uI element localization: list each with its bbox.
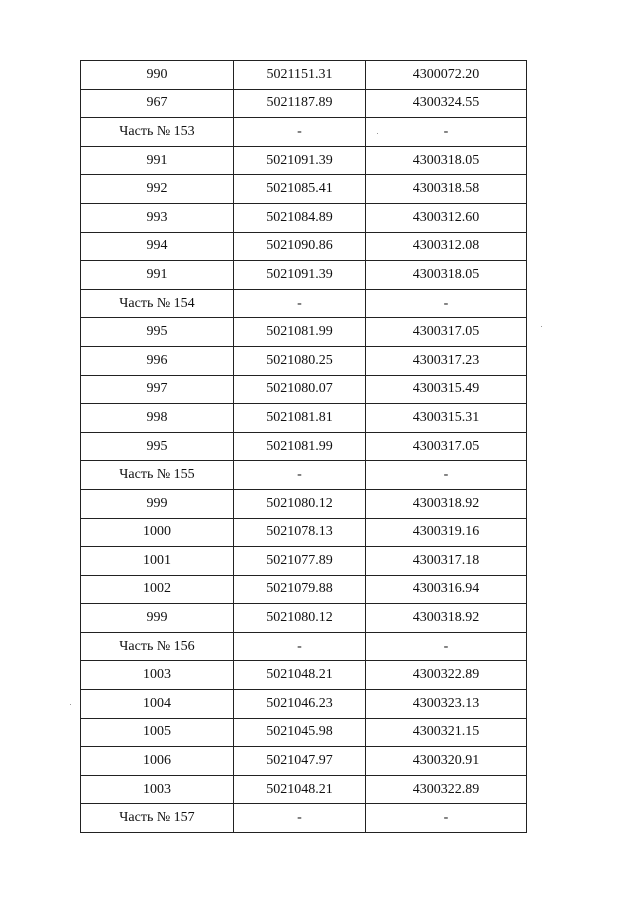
table-row (81, 118, 527, 147)
table-row (81, 346, 527, 375)
table-row (81, 232, 527, 261)
y-coordinate-cell: 4300322.89 (366, 775, 527, 804)
point-number-cell: 998 (81, 404, 234, 433)
point-number-cell: Часть № 154 (81, 289, 234, 318)
point-number-cell: 996 (81, 346, 234, 375)
x-coordinate-cell: 5021079.88 (234, 575, 366, 604)
x-coordinate-cell: 5021084.89 (234, 203, 366, 232)
point-number-cell: 1003 (81, 775, 234, 804)
table-row (81, 804, 527, 833)
coordinates-table (80, 60, 527, 833)
coordinates-table-body (81, 61, 527, 833)
table-row (81, 289, 527, 318)
table-row (81, 432, 527, 461)
table-row (81, 718, 527, 747)
x-coordinate-cell: - (234, 461, 366, 490)
point-number-cell: Часть № 155 (81, 461, 234, 490)
x-coordinate-cell: 5021080.07 (234, 375, 366, 404)
x-coordinate-cell: - (234, 632, 366, 661)
x-coordinate-cell: - (234, 289, 366, 318)
scan-speck (70, 704, 71, 705)
point-number-cell: 991 (81, 261, 234, 290)
point-number-cell: 995 (81, 432, 234, 461)
y-coordinate-cell: 4300318.92 (366, 604, 527, 633)
y-coordinate-cell: 4300320.91 (366, 747, 527, 776)
table-row (81, 375, 527, 404)
table-row (81, 518, 527, 547)
y-coordinate-cell: 4300312.08 (366, 232, 527, 261)
point-number-cell: 992 (81, 175, 234, 204)
y-coordinate-cell: 4300318.05 (366, 261, 527, 290)
x-coordinate-cell: 5021187.89 (234, 89, 366, 118)
point-number-cell: 1003 (81, 661, 234, 690)
y-coordinate-cell: 4300315.49 (366, 375, 527, 404)
x-coordinate-cell: 5021078.13 (234, 518, 366, 547)
x-coordinate-cell: 5021091.39 (234, 146, 366, 175)
x-coordinate-cell: 5021085.41 (234, 175, 366, 204)
point-number-cell: 1005 (81, 718, 234, 747)
y-coordinate-cell: - (366, 632, 527, 661)
point-number-cell: Часть № 157 (81, 804, 234, 833)
x-coordinate-cell: 5021080.12 (234, 489, 366, 518)
x-coordinate-cell: 5021090.86 (234, 232, 366, 261)
y-coordinate-cell: 4300317.18 (366, 547, 527, 576)
point-number-cell: 1001 (81, 547, 234, 576)
point-number-cell: 997 (81, 375, 234, 404)
x-coordinate-cell: 5021081.81 (234, 404, 366, 433)
x-coordinate-cell: 5021077.89 (234, 547, 366, 576)
y-coordinate-cell: 4300318.58 (366, 175, 527, 204)
point-number-cell: 993 (81, 203, 234, 232)
x-coordinate-cell: 5021080.12 (234, 604, 366, 633)
table-row (81, 632, 527, 661)
y-coordinate-cell: 4300316.94 (366, 575, 527, 604)
table-row (81, 146, 527, 175)
y-coordinate-cell: - (366, 118, 527, 147)
y-coordinate-cell: 4300317.05 (366, 432, 527, 461)
table-row (81, 318, 527, 347)
x-coordinate-cell: 5021081.99 (234, 432, 366, 461)
x-coordinate-cell: 5021081.99 (234, 318, 366, 347)
y-coordinate-cell: - (366, 461, 527, 490)
table-row (81, 404, 527, 433)
y-coordinate-cell: 4300324.55 (366, 89, 527, 118)
point-number-cell: Часть № 153 (81, 118, 234, 147)
point-number-cell: 1002 (81, 575, 234, 604)
y-coordinate-cell: 4300318.05 (366, 146, 527, 175)
x-coordinate-cell: 5021047.97 (234, 747, 366, 776)
table-row (81, 461, 527, 490)
y-coordinate-cell: 4300323.13 (366, 690, 527, 719)
point-number-cell: 1000 (81, 518, 234, 547)
y-coordinate-cell: - (366, 804, 527, 833)
y-coordinate-cell: 4300312.60 (366, 203, 527, 232)
table-row (81, 747, 527, 776)
table-row (81, 604, 527, 633)
y-coordinate-cell: 4300317.05 (366, 318, 527, 347)
table-row (81, 175, 527, 204)
point-number-cell: 991 (81, 146, 234, 175)
y-coordinate-cell: 4300315.31 (366, 404, 527, 433)
table-row (81, 203, 527, 232)
x-coordinate-cell: 5021048.21 (234, 775, 366, 804)
point-number-cell: 1004 (81, 690, 234, 719)
x-coordinate-cell: 5021046.23 (234, 690, 366, 719)
point-number-cell: 994 (81, 232, 234, 261)
point-number-cell: 999 (81, 604, 234, 633)
y-coordinate-cell: 4300319.16 (366, 518, 527, 547)
table-row (81, 489, 527, 518)
y-coordinate-cell: 4300318.92 (366, 489, 527, 518)
table-row (81, 261, 527, 290)
x-coordinate-cell: - (234, 804, 366, 833)
y-coordinate-cell: 4300322.89 (366, 661, 527, 690)
table-row (81, 690, 527, 719)
point-number-cell: Часть № 156 (81, 632, 234, 661)
point-number-cell: 999 (81, 489, 234, 518)
x-coordinate-cell: 5021048.21 (234, 661, 366, 690)
x-coordinate-cell: 5021091.39 (234, 261, 366, 290)
point-number-cell: 990 (81, 61, 234, 90)
scan-speck (377, 133, 378, 134)
table-row (81, 775, 527, 804)
table-row (81, 89, 527, 118)
y-coordinate-cell: 4300321.15 (366, 718, 527, 747)
table-row (81, 661, 527, 690)
table-row (81, 547, 527, 576)
x-coordinate-cell: 5021045.98 (234, 718, 366, 747)
table-row (81, 61, 527, 90)
x-coordinate-cell: 5021151.31 (234, 61, 366, 90)
x-coordinate-cell: - (234, 118, 366, 147)
table-row (81, 575, 527, 604)
point-number-cell: 995 (81, 318, 234, 347)
y-coordinate-cell: 4300072.20 (366, 61, 527, 90)
scan-speck (541, 326, 542, 327)
y-coordinate-cell: 4300317.23 (366, 346, 527, 375)
y-coordinate-cell: - (366, 289, 527, 318)
x-coordinate-cell: 5021080.25 (234, 346, 366, 375)
point-number-cell: 1006 (81, 747, 234, 776)
point-number-cell: 967 (81, 89, 234, 118)
